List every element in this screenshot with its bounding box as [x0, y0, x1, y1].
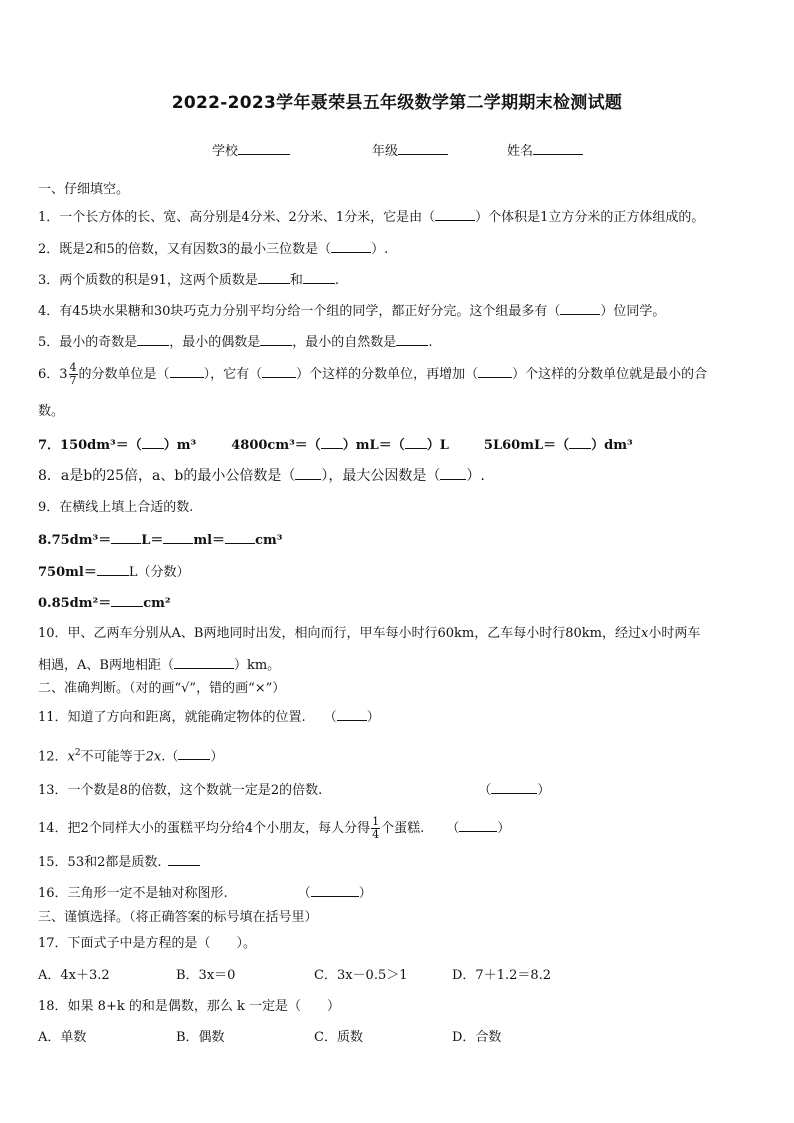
q2-text-a: 2．既是2和5的倍数，又有因数3的最小三位数是（: [38, 242, 332, 257]
question-4: [38, 302, 665, 320]
q9-l1-text-b: L＝: [141, 533, 164, 548]
page-title: 2022-2023学年聂荣县五年级数学第二学期期末检测试题: [171, 93, 623, 113]
q11-text-c: ）: [366, 710, 380, 725]
q13-text-c: ）: [537, 783, 551, 798]
question-6: [38, 362, 707, 387]
q4-text-b: ）位同学。: [600, 304, 666, 319]
q13-text-b: （: [478, 783, 492, 798]
question-9-line-3: [38, 594, 171, 612]
q12-text-b: 不可能等于: [80, 749, 146, 765]
question-8: [38, 467, 485, 484]
q5-blank-2[interactable]: [260, 333, 292, 346]
q11-text-b: （: [323, 710, 337, 725]
question-17: 17．下面式子中是方程的是（ ）。: [38, 936, 257, 951]
q8-text-c: ）.: [466, 468, 485, 484]
question-14: [38, 816, 510, 841]
q17-option-b[interactable]: B．3x＝0: [176, 968, 236, 983]
q13-text-a: 13．一个数是8的倍数，这个数就一定是2的倍数.: [38, 783, 323, 798]
q6-fraction-denominator: 7: [69, 374, 77, 387]
q3-text-a: 3．两个质数的积是91，这两个质数是: [38, 273, 258, 288]
q16-text-b: （: [297, 886, 311, 901]
q1-text-b: ）个体积是1立方分米的正方体组成的。: [475, 210, 705, 225]
q2-text-b: ）.: [371, 242, 389, 257]
q3-text-b: 和: [289, 273, 303, 288]
question-10: [38, 626, 700, 642]
question-10-continued: [38, 656, 280, 674]
q13-blank[interactable]: [491, 781, 537, 794]
q18-option-c[interactable]: C．质数: [314, 1030, 363, 1045]
name-label: 姓名: [507, 144, 534, 159]
question-16: [38, 884, 372, 902]
q4-blank[interactable]: [560, 302, 600, 315]
question-9: 9．在横线上填上合适的数.: [38, 500, 194, 515]
q7-blank-1[interactable]: [142, 436, 164, 449]
q7-blank-3[interactable]: [405, 436, 427, 449]
q11-text-a: 11．知道了方向和距离，就能确定物体的位置.: [38, 710, 306, 725]
q18-option-b[interactable]: B．偶数: [176, 1030, 225, 1045]
school-label: 学校: [212, 144, 239, 159]
q11-blank[interactable]: [337, 708, 367, 721]
q10-text-d: ）km。: [233, 658, 281, 673]
q9-l1-blank-3[interactable]: [225, 531, 255, 544]
q9-l1-text-c: ml＝: [193, 533, 226, 548]
q1-blank[interactable]: [435, 208, 475, 221]
q7-text-d: ）mL＝（: [342, 438, 405, 453]
question-9-line-1: [38, 531, 282, 549]
q3-blank-2[interactable]: [303, 271, 335, 284]
q14-text-a: 14．把2个同样大小的蛋糕平均分给4个小朋友，每人分得: [38, 821, 371, 836]
q14-text-c: （: [446, 821, 460, 836]
q10-text-b: 小时两车: [648, 626, 701, 641]
q5-blank-1[interactable]: [137, 333, 169, 346]
q16-blank[interactable]: [311, 884, 359, 897]
q16-text-c: ）: [358, 886, 372, 901]
q7-text-c: 4800cm³＝（: [231, 438, 321, 453]
q14-text-d: ）: [497, 821, 511, 836]
question-9-line-2: [38, 563, 189, 581]
q9-l3-blank[interactable]: [111, 594, 143, 607]
question-1: [38, 208, 704, 226]
q14-fraction-denominator: 4: [372, 828, 380, 841]
q5-text-c: ，最小的自然数是: [292, 335, 397, 350]
q14-blank[interactable]: [459, 819, 497, 832]
question-6-continued: 数。: [38, 404, 65, 419]
question-15: [38, 853, 200, 871]
q5-blank-3[interactable]: [396, 333, 428, 346]
q10-variable-x: x: [640, 626, 649, 641]
q12-text-a: 12．: [38, 749, 68, 765]
q6-fraction-numerator: 4: [69, 361, 77, 374]
question-13: [38, 781, 550, 799]
question-7: [38, 436, 633, 454]
q10-text-a: 10．甲、乙两车分别从A、B两地同时出发，相向而行，甲车每小时行60km，乙车每小时行80km，经过: [38, 626, 641, 641]
q7-text-a: 7．150dm³＝（: [38, 438, 142, 453]
grade-blank[interactable]: [398, 140, 448, 155]
q12-text-e: ）: [210, 749, 224, 765]
q9-l3-text-b: cm²: [143, 596, 171, 611]
q10-text-c: 相遇，A、B两地相距（: [38, 658, 174, 673]
q15-blank[interactable]: [168, 853, 200, 866]
q3-text-c: .: [334, 273, 339, 288]
section-2-heading: 二、准确判断。（对的画“√”，错的画“×”）: [38, 681, 286, 696]
question-2: [38, 240, 388, 258]
q9-l1-blank-2[interactable]: [163, 531, 193, 544]
q10-blank[interactable]: [174, 656, 234, 669]
q2-blank[interactable]: [331, 240, 371, 253]
q8-blank-1[interactable]: [295, 467, 321, 480]
q7-text-g: ）dm³: [591, 438, 633, 453]
section-3-heading: 三、谨慎选择。（将正确答案的标号填在括号里）: [38, 910, 318, 925]
q17-option-d[interactable]: D．7＋1.2＝8.2: [452, 968, 552, 983]
q7-text-e: ）L: [426, 438, 449, 453]
q9-l3-text-a: 0.85dm²＝: [38, 596, 112, 611]
q6-text-d: ）个这样的分数单位，再增加（: [296, 367, 479, 382]
q18-option-a[interactable]: A．单数: [38, 1030, 87, 1045]
q5-text-a: 5．最小的奇数是: [38, 335, 138, 350]
q6-text-b: 的分数单位是（: [78, 367, 170, 382]
q17-option-a[interactable]: A．4x＋3.2: [38, 968, 110, 983]
q6-blank-1[interactable]: [170, 365, 204, 378]
question-3: [38, 271, 339, 289]
q7-text-b: ）m³: [163, 438, 197, 453]
q6-blank-3[interactable]: [478, 365, 512, 378]
question-18: 18．如果 8+k 的和是偶数，那么 k 一定是（ ）: [38, 999, 340, 1014]
q8-text-b: ），最大公因数是（: [321, 468, 441, 484]
question-5: [38, 333, 432, 351]
q9-l1-text-d: cm³: [255, 533, 283, 548]
q7-text-f: 5L60mL＝（: [483, 438, 570, 453]
q5-text-d: .: [428, 335, 433, 350]
q6-blank-2[interactable]: [262, 365, 296, 378]
q9-l2-text-a: 750ml＝: [38, 565, 97, 580]
q4-text-a: 4．有45块水果糖和30块巧克力分别平均分给一个组的同学，都正好分完。这个组最多有（: [38, 304, 561, 319]
q16-text-a: 16．三角形一定不是轴对称图形.: [38, 886, 228, 901]
school-blank[interactable]: [238, 140, 290, 155]
name-field: [507, 140, 583, 159]
q12-text-d: .（: [161, 749, 179, 765]
q7-blank-2[interactable]: [321, 436, 343, 449]
grade-field: [372, 140, 448, 159]
q14-text-b: 个蛋糕.: [381, 821, 425, 836]
q12-blank[interactable]: [178, 747, 210, 760]
q8-blank-2[interactable]: [440, 467, 466, 480]
q15-text-a: 15．53和2都是质数.: [38, 855, 162, 870]
grade-label: 年级: [372, 144, 399, 159]
q17-option-c[interactable]: C．3x－0.5＞1: [314, 968, 408, 983]
q5-text-b: ，最小的偶数是: [169, 335, 261, 350]
q14-fraction-numerator: 1: [372, 815, 380, 828]
q9-l2-text-b: L（分数）: [128, 565, 190, 580]
q12-exponent: 2: [74, 748, 81, 758]
school-field: [212, 140, 290, 159]
q8-text-a: 8．a是b的25倍，a、b的最小公倍数是（: [38, 468, 296, 484]
q7-blank-4[interactable]: [569, 436, 591, 449]
q9-l1-text-a: 8.75dm³＝: [38, 533, 112, 548]
q6-text-c: ），它有（: [203, 367, 263, 382]
q14-fraction: [371, 816, 380, 841]
question-12: [38, 745, 223, 765]
q12-variable-x: x: [67, 749, 75, 765]
q18-option-d[interactable]: D．合数: [452, 1030, 502, 1045]
name-blank[interactable]: [533, 140, 583, 155]
q12-expression-2x: 2x: [145, 749, 162, 765]
q6-text-e: ）个这样的分数单位就是最小的合: [512, 367, 708, 382]
q9-l1-blank-1[interactable]: [111, 531, 141, 544]
q6-text-a: 6．3: [38, 367, 68, 382]
q3-blank-1[interactable]: [258, 271, 290, 284]
q9-l2-blank[interactable]: [97, 563, 129, 576]
q1-text-a: 1．一个长方体的长、宽、高分别是4分米、2分米、1分米，它是由（: [38, 210, 436, 225]
q6-fraction: [69, 362, 78, 387]
section-1-heading: 一、仔细填空。: [38, 182, 130, 197]
question-11: [38, 708, 380, 726]
